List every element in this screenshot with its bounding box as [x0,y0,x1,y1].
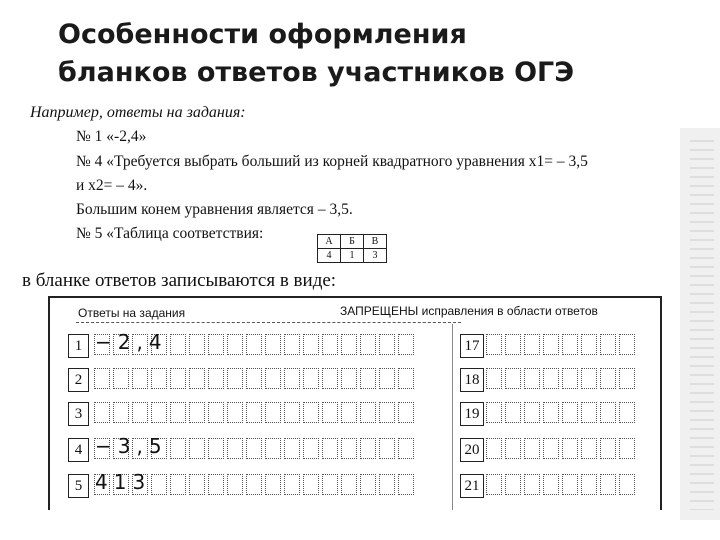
form-header-rule [76,322,461,323]
example-line-5: № 5 «Таблица соответствия: [76,225,264,242]
example-block [0,100,720,270]
answer-cell[interactable] [600,438,616,459]
answer-cells[interactable] [94,402,417,423]
answer-cell[interactable] [486,368,502,389]
answer-cell[interactable] [360,368,376,389]
answer-cells[interactable] [486,334,638,355]
answer-cell[interactable] [379,334,395,355]
answer-cell[interactable] [303,474,319,495]
answer-cell[interactable] [284,402,300,423]
answer-cell[interactable] [562,368,578,389]
example-line-1: № 1 «-2,4» [76,128,147,145]
answer-cell[interactable] [170,368,186,389]
answer-cell[interactable] [132,368,148,389]
answer-cell[interactable] [151,368,167,389]
answer-cell[interactable] [265,334,281,355]
answer-cell[interactable] [208,334,224,355]
answer-cell[interactable] [189,368,205,389]
answer-number-box: 18 [460,368,484,392]
answer-number-box: 1 [68,334,89,358]
answer-form [48,296,662,510]
answer-cell[interactable] [505,334,521,355]
answer-cell[interactable] [265,474,281,495]
answer-cell[interactable] [562,402,578,423]
answer-cell[interactable] [398,474,414,495]
answer-cell[interactable] [581,334,597,355]
answer-cell[interactable] [284,334,300,355]
answer-cell[interactable] [562,438,578,459]
answer-cell[interactable] [562,474,578,495]
answer-cell[interactable] [619,402,635,423]
answer-cell[interactable] [132,402,148,423]
answer-cell[interactable] [246,474,262,495]
answer-cell[interactable] [486,474,502,495]
example-lead: Например, ответы на задания: [30,104,246,121]
answer-cell[interactable] [303,368,319,389]
correspondence-table [317,234,387,263]
answer-cell[interactable] [360,474,376,495]
answer-cell[interactable] [543,402,559,423]
answer-cell[interactable] [398,368,414,389]
slide-title [58,16,698,92]
answer-cell[interactable] [189,474,205,495]
answer-cell[interactable] [398,438,414,459]
answer-cell[interactable] [581,474,597,495]
answer-cell[interactable] [486,402,502,423]
answer-cell[interactable] [322,474,338,495]
answer-cell[interactable] [562,334,578,355]
answer-cell[interactable] [322,334,338,355]
answer-cell[interactable] [379,438,395,459]
answer-cell[interactable] [600,368,616,389]
answer-number-box: 2 [68,368,89,392]
answer-cell[interactable] [581,368,597,389]
answer-cell[interactable] [543,368,559,389]
answer-cell[interactable] [208,368,224,389]
answer-cell[interactable] [505,474,521,495]
answer-cell[interactable] [170,334,186,355]
answer-cell[interactable] [227,474,243,495]
answer-cells[interactable] [94,368,417,389]
answer-cell[interactable] [600,402,616,423]
mini-value-a: 4 [318,249,341,263]
answer-cell[interactable] [246,438,262,459]
answer-cell[interactable] [619,368,635,389]
answer-cells[interactable] [486,474,638,495]
answer-cell[interactable] [246,334,262,355]
answer-cell[interactable] [189,438,205,459]
answer-cell[interactable] [322,402,338,423]
answer-cell[interactable] [486,334,502,355]
answer-cell[interactable] [246,368,262,389]
answer-cell[interactable] [322,438,338,459]
answer-cell[interactable] [360,334,376,355]
answer-cell[interactable] [619,334,635,355]
mini-value-b: 1 [341,249,364,263]
example-line-2: № 4 «Требуется выбрать больший из корней квадратного уравнения x1= – 3,5 [76,153,588,170]
answer-cell[interactable] [600,474,616,495]
answer-cell[interactable] [543,474,559,495]
answer-cell[interactable] [360,438,376,459]
answer-number-box: 19 [460,402,484,426]
handwritten-answer: 413 [95,470,152,494]
answer-cell[interactable] [341,368,357,389]
mini-header-a: А [318,235,341,249]
answer-cell[interactable] [227,368,243,389]
answer-cell[interactable] [524,438,540,459]
answer-cell[interactable] [505,438,521,459]
answer-cell[interactable] [151,402,167,423]
answer-cells[interactable] [486,438,638,459]
slide-title-line-1: Особенности оформления [58,19,467,50]
answer-cell[interactable] [284,474,300,495]
mini-header-v: В [364,235,387,249]
answer-cell[interactable] [113,402,129,423]
answer-number-box: 20 [460,438,484,462]
form-header-right: ЗАПРЕЩЕНЫ исправления в области ответов [340,304,598,318]
answer-cell[interactable] [246,402,262,423]
answer-cell[interactable] [303,438,319,459]
answer-cell[interactable] [94,368,110,389]
answer-cell[interactable] [543,334,559,355]
handwritten-answer: −3,5 [95,434,168,458]
answer-cell[interactable] [265,438,281,459]
answer-cell[interactable] [379,368,395,389]
answer-cell[interactable] [265,402,281,423]
answer-cell[interactable] [524,334,540,355]
answer-cell[interactable] [265,368,281,389]
answer-cell[interactable] [619,438,635,459]
written-heading: в бланке ответов записываются в виде: [22,270,337,291]
handwritten-answer: −2,4 [95,330,168,354]
answer-cell[interactable] [170,474,186,495]
answer-cell[interactable] [227,438,243,459]
answer-cell[interactable] [543,438,559,459]
answer-number-box: 5 [68,474,89,498]
answer-cell[interactable] [581,438,597,459]
answer-cell[interactable] [360,402,376,423]
answer-cell[interactable] [189,334,205,355]
answer-cell[interactable] [208,438,224,459]
answer-cell[interactable] [322,368,338,389]
answer-cell[interactable] [151,474,167,495]
answer-cell[interactable] [600,334,616,355]
form-header-left: Ответы на задания [78,306,186,320]
slide-title-line-2: бланков ответов участников ОГЭ [58,57,575,88]
answer-cell[interactable] [486,438,502,459]
answer-cell[interactable] [189,402,205,423]
answer-number-box: 4 [68,438,89,462]
answer-cell[interactable] [398,402,414,423]
answer-number-box: 21 [460,474,484,498]
form-column-divider [452,324,453,510]
answer-cell[interactable] [227,334,243,355]
answer-cell[interactable] [505,402,521,423]
answer-cell[interactable] [524,402,540,423]
answer-cell[interactable] [170,438,186,459]
answer-cell[interactable] [113,368,129,389]
answer-number-box: 17 [460,334,484,358]
mini-header-b: Б [341,235,364,249]
answer-cell[interactable] [170,402,186,423]
example-line-3: и x2= – 4». [76,177,148,194]
answer-cell[interactable] [619,474,635,495]
answer-cell[interactable] [505,368,521,389]
answer-cell[interactable] [379,402,395,423]
answer-cell[interactable] [208,474,224,495]
answer-cell[interactable] [398,334,414,355]
answer-cell[interactable] [341,334,357,355]
answer-cell[interactable] [524,368,540,389]
answer-cell[interactable] [524,474,540,495]
answer-cell[interactable] [227,402,243,423]
answer-cell[interactable] [341,474,357,495]
answer-cell[interactable] [284,368,300,389]
answer-cell[interactable] [284,438,300,459]
answer-cell[interactable] [341,438,357,459]
answer-cell[interactable] [94,402,110,423]
answer-cells[interactable] [486,402,638,423]
mini-value-v: 3 [364,249,387,263]
answer-cell[interactable] [303,334,319,355]
example-line-4: Большим конем уравнения является – 3,5. [76,201,353,218]
answer-cell[interactable] [303,402,319,423]
answer-cell[interactable] [581,402,597,423]
answer-cells[interactable] [486,368,638,389]
answer-cell[interactable] [379,474,395,495]
answer-number-box: 3 [68,402,89,426]
answer-cell[interactable] [208,402,224,423]
answer-cell[interactable] [341,402,357,423]
